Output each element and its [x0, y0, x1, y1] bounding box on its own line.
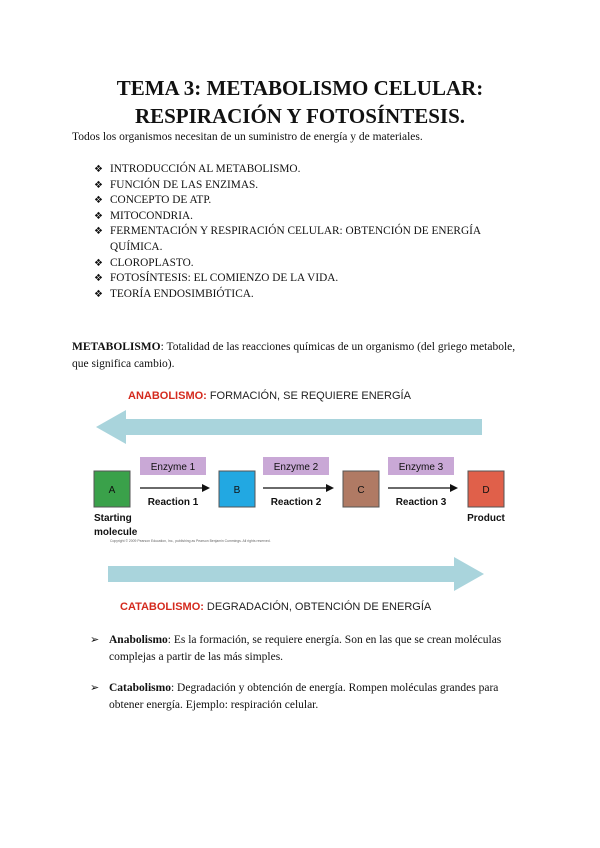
title-line-1: TEMA 3: METABOLISMO CELULAR:	[116, 76, 484, 100]
point-text: : Es la formación, se requiere energía. Son en las que se crean moléculas complejas a partir de las más simples.	[109, 634, 502, 663]
title-line-2: RESPIRACIÓN Y FOTOSÍNTESIS.	[134, 104, 466, 128]
list-item: ❖ CONCEPTO DE ATP.	[94, 193, 534, 209]
reaction-2-arrow	[263, 484, 334, 492]
point-term: Catabolismo	[109, 682, 171, 694]
molecule-c-label: C	[357, 485, 365, 496]
product-label: Product	[467, 513, 505, 524]
list-item	[90, 680, 530, 713]
molecule-a-label: A	[108, 485, 116, 496]
list-item: ❖ MITOCONDRIA.	[94, 209, 534, 225]
arrow-bullet-icon: ➢	[90, 681, 100, 694]
starting-label-line-1: Starting	[94, 513, 132, 524]
copyright-text: Copyright © 2009 Pearson Education, Inc., publishing as Pearson Benjamin Cummings. All rights reserved.	[110, 539, 271, 543]
molecule-b-label: B	[233, 485, 241, 496]
intro-text: Todos los organismos necesitan de un suministro de energía y de materiales.	[72, 131, 423, 143]
definition-term: METABOLISMO	[72, 341, 161, 353]
list-item: ❖ FUNCIÓN DE LAS ENZIMAS.	[94, 178, 534, 194]
point-text: : Degradación y obtención de energía. Rompen moléculas grandes para obtener energía. Ejemplo: respiración celular.	[109, 682, 499, 711]
arrow-bullet-icon: ➢	[90, 633, 100, 646]
catabolism-label	[120, 600, 432, 613]
list-item	[90, 632, 530, 665]
point-term: Anabolismo	[109, 634, 168, 646]
diamond-bullet-icon: ❖	[94, 273, 103, 285]
metabolism-definition	[72, 339, 522, 372]
reaction-1-arrow	[140, 484, 210, 492]
points-list	[90, 632, 530, 728]
metabolism-figure	[88, 382, 512, 614]
diamond-bullet-icon: ❖	[94, 195, 103, 207]
molecule-d-label: D	[482, 485, 490, 496]
anabolism-arrow	[96, 410, 482, 444]
enzyme-2-label: Enzyme 2	[273, 462, 319, 473]
reaction-3-arrow	[388, 484, 458, 492]
diamond-bullet-icon: ❖	[94, 257, 103, 269]
list-item: ❖ CLOROPLASTO.	[94, 256, 534, 272]
topics-list	[94, 162, 534, 302]
enzyme-3-label: Enzyme 3	[398, 462, 444, 473]
starting-label-line-2: molecule	[94, 527, 138, 538]
diamond-bullet-icon: ❖	[94, 226, 103, 238]
diamond-bullet-icon: ❖	[94, 179, 103, 191]
enzyme-1-label: Enzyme 1	[150, 462, 196, 473]
catabolism-arrow	[108, 557, 484, 591]
list-item: ❖ TEORÍA ENDOSIMBIÓTICA.	[94, 287, 534, 303]
list-item: ❖ FERMENTACIÓN Y RESPIRACIÓN CELULAR: OBTENCIÓN DE ENERGÍA QUÍMICA.	[94, 225, 481, 253]
diamond-bullet-icon: ❖	[94, 210, 103, 222]
reaction-1-label: Reaction 1	[147, 497, 199, 508]
catabolism-text: DEGRADACIÓN, OBTENCIÓN DE ENERGÍA	[206, 601, 432, 613]
page-title	[0, 74, 600, 130]
anabolism-term: ANABOLISMO:	[128, 390, 207, 402]
diamond-bullet-icon: ❖	[94, 288, 103, 300]
reaction-3-label: Reaction 3	[395, 497, 447, 508]
list-item: ❖ INTRODUCCIÓN AL METABOLISMO.	[94, 162, 534, 178]
definition-text: : Totalidad de las reacciones químicas de un organismo (del griego metabole, que significa cambio).	[72, 341, 516, 370]
anabolism-label	[128, 389, 412, 402]
diamond-bullet-icon: ❖	[94, 164, 103, 175]
reaction-2-label: Reaction 2	[270, 497, 322, 508]
catabolism-term: CATABOLISMO:	[120, 601, 204, 613]
anabolism-text: FORMACIÓN, SE REQUIERE ENERGÍA	[209, 390, 411, 402]
list-item: ❖ FOTOSÍNTESIS: EL COMIENZO DE LA VIDA.	[94, 271, 534, 287]
